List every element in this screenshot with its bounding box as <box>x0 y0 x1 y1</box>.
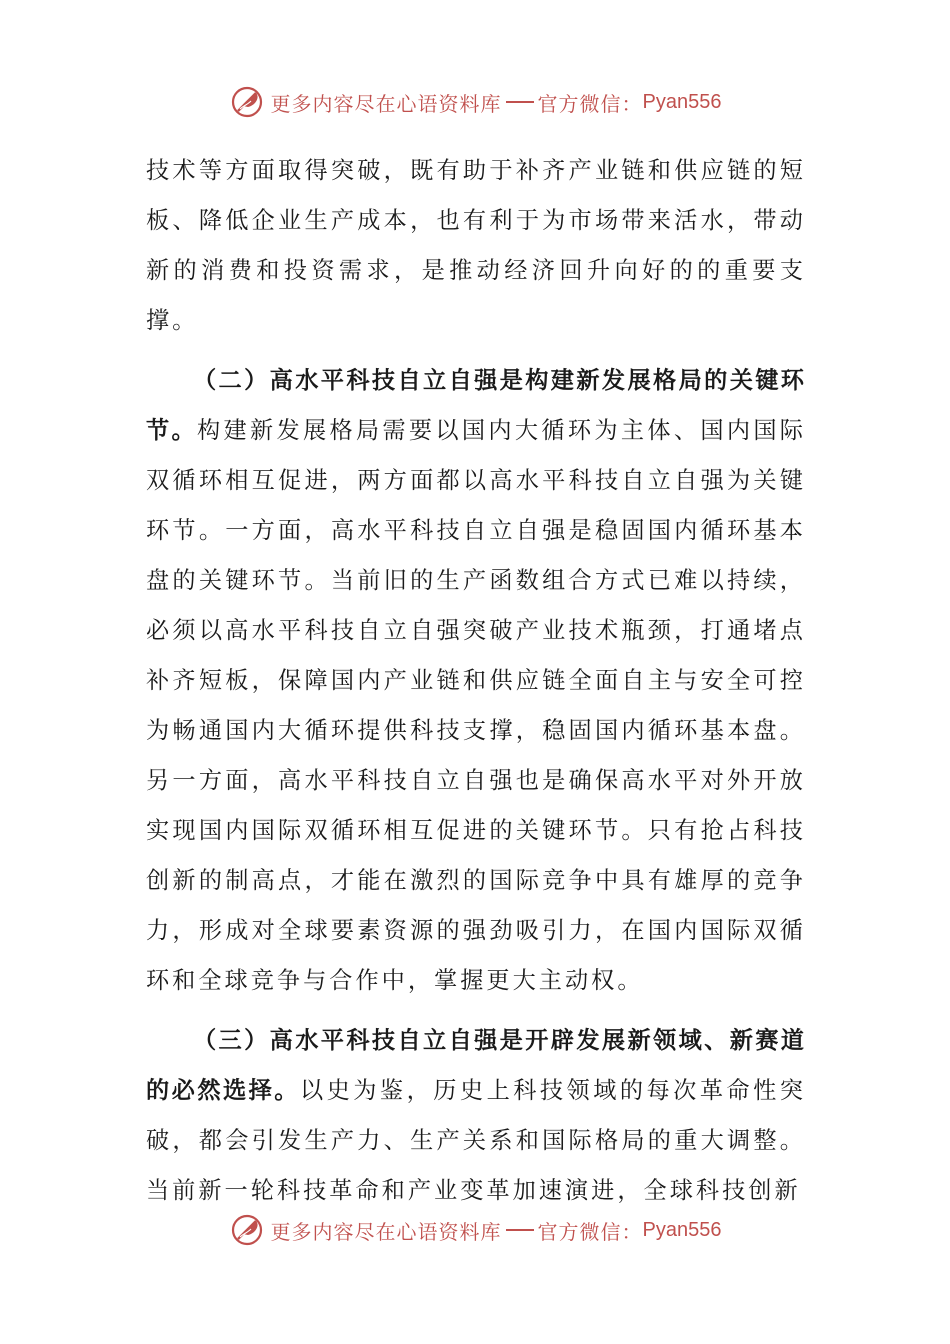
footer-wechat-id: Pyan556 <box>642 1218 722 1241</box>
header-dash <box>506 101 534 103</box>
footer-dash <box>506 1229 534 1231</box>
header-wechat-id: Pyan556 <box>642 90 722 113</box>
section-2-body: 构建新发展格局需要以国内大循环为主体、国内国际双循环相互促进，两方面都以高水平科技自立自强为关键环节。一方面，高水平科技自立自强是稳固国内循环基本盘的关键环节。当前旧的生产函数组合方式已难以持续，必须以高水平科技自立自强突破产业技术瓶颈，打通堵点补齐短板，保障国内产业链和供应链全面自主与安全可控为畅通国内大循环提供科技支撑，稳固国内循环基本盘。另一方面，高水平科技自立自强也是确保高水平对外开放实现国内国际双循环相互促进的关键环节。只有抢占科技创新的制高点，才能在激烈的国际竞争中具有雄厚的竞争力，形成对全球要素资源的强劲吸引力，在国内国际双循环和全球竞争与合作中，掌握更大主动权。 <box>146 417 806 994</box>
paragraph-1: 技术等方面取得突破，既有助于补齐产业链和供应链的短板、降低企业生产成本，也有利于为市场带来活水，带动新的消费和投资需求，是推动经济回升向好的的重要支撑。 <box>146 157 806 334</box>
paragraph-gap <box>146 1006 806 1016</box>
footer-banner <box>0 1208 950 1252</box>
section-3-body: 以史为鉴，历史上科技领域的每次革命性突破，都会引发生产力、生产关系和国际格局的重大调整。当前新一轮科技革命和产业变革加速演进，全球科技创新 <box>146 1077 806 1204</box>
paragraph-3 <box>146 1016 806 1216</box>
footer-slogan: 更多内容尽在心语资料库 <box>270 1219 502 1244</box>
header-wechat-label: 官方微信： <box>537 91 643 116</box>
document-body <box>146 146 806 1216</box>
header-banner <box>0 80 950 124</box>
paragraph-gap <box>146 346 806 356</box>
header-slogan: 更多内容尽在心语资料库 <box>270 91 502 116</box>
paragraph-2 <box>146 356 806 1006</box>
section-2-heading: （二）高水平科技自立自强是构建新发展格局的关键环节。 <box>146 367 806 444</box>
quill-pen-logo-icon <box>229 1212 265 1248</box>
section-3-heading: （三）高水平科技自立自强是开辟发展新领域、新赛道的必然选择。 <box>146 1027 806 1104</box>
footer-wechat-label: 官方微信： <box>537 1219 643 1244</box>
quill-pen-logo-icon <box>229 84 265 120</box>
